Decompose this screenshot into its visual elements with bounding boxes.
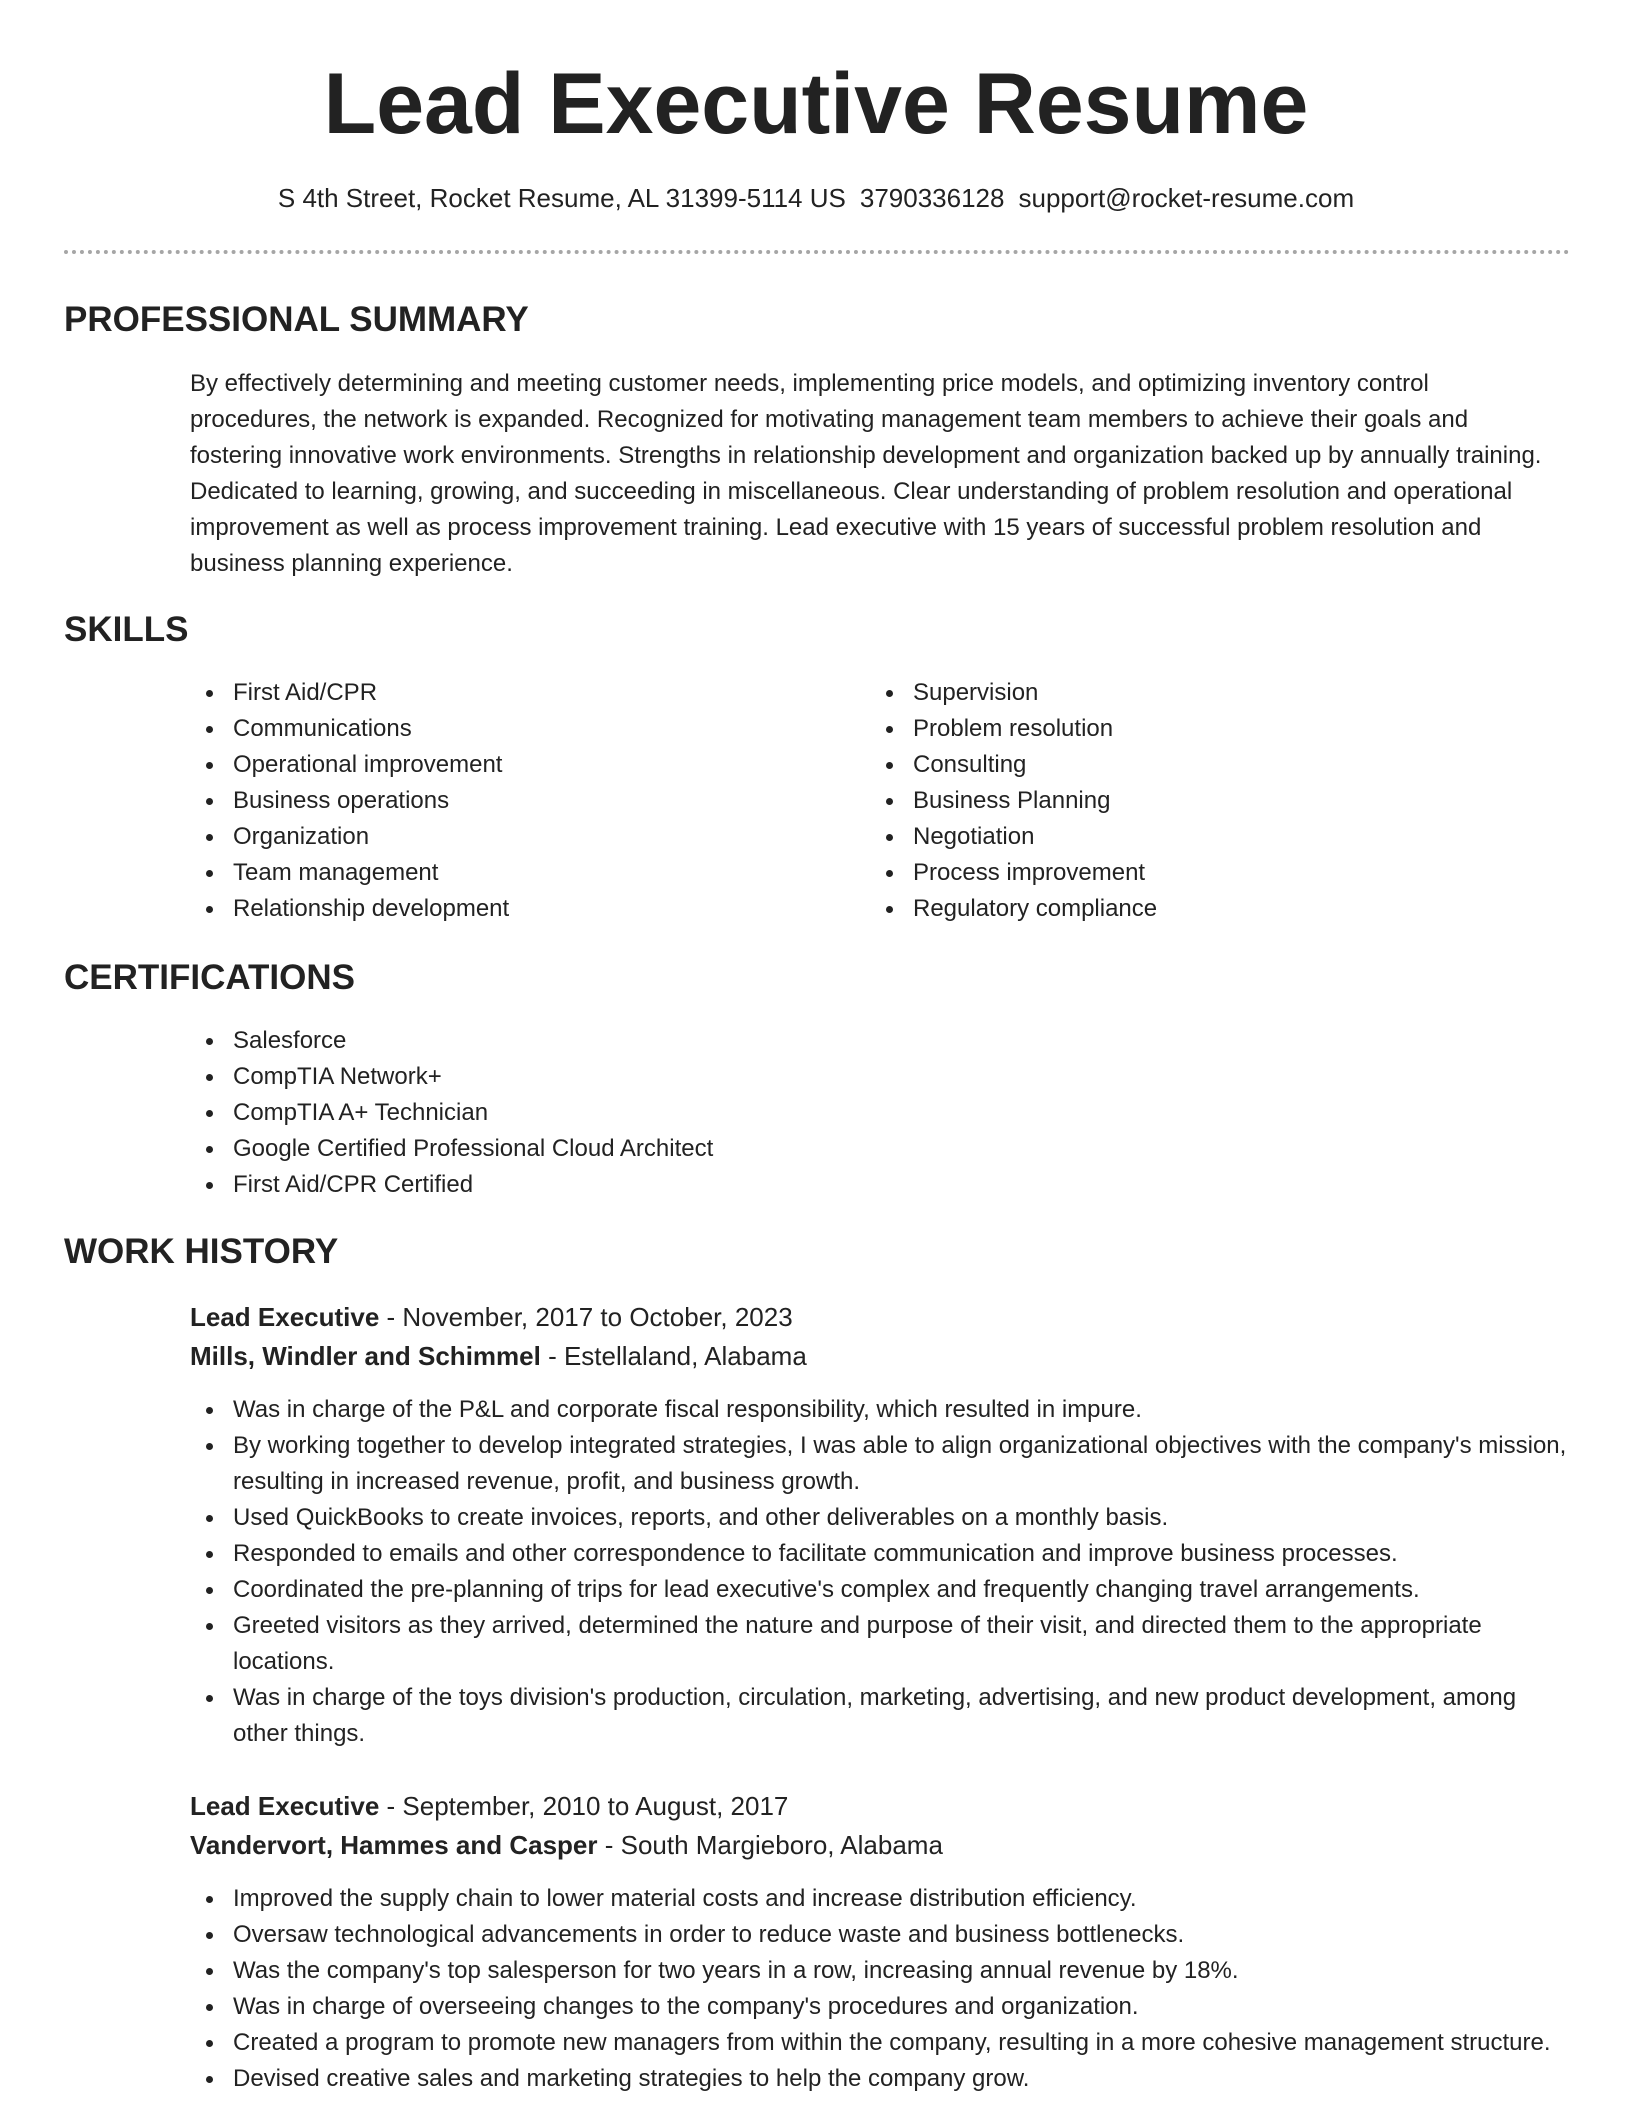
- job-title: Lead Executive: [190, 1302, 380, 1332]
- skills-heading: SKILLS: [64, 610, 189, 649]
- skill-item: Problem resolution: [870, 711, 1510, 747]
- job-location: - South Margieboro, Alabama: [597, 1830, 943, 1860]
- job-bullet: Was in charge of the P&L and corporate fiscal responsibility, which resulted in impure.: [190, 1392, 1570, 1428]
- contact-line: [0, 180, 1632, 216]
- job-2-bullets: [190, 1881, 1570, 2097]
- skill-item: Process improvement: [870, 855, 1510, 891]
- job-1-company-line: [190, 1337, 807, 1375]
- skills-list-right: [870, 675, 1510, 927]
- skills-list-left: [190, 675, 830, 927]
- skill-item: Business operations: [190, 783, 830, 819]
- job-dates: - September, 2010 to August, 2017: [379, 1791, 789, 1821]
- job-2-title-line: [190, 1787, 788, 1825]
- summary-text: By effectively determining and meeting customer needs, implementing price models, and optimizing inventory control procedures, the network is expanded. Recognized for motivating management team members to achieve their goals and fostering innovative work environments. Strengths in relationship development and organization backed up by annually training. Dedicated to learning, growing, and succeeding in miscellaneous. Clear understanding of problem resolution and operational improvement as well as process improvement training. Lead executive with 15 years of successful problem resolution and business planning experience.: [190, 370, 1542, 577]
- contact-email: support@rocket-resume.com: [1018, 183, 1355, 213]
- certification-item: CompTIA A+ Technician: [190, 1095, 1550, 1131]
- resume-title: Lead Executive Resume: [323, 56, 1309, 152]
- skill-item: Relationship development: [190, 891, 830, 927]
- job-1-title-line: [190, 1298, 793, 1336]
- skill-item: First Aid/CPR: [190, 675, 830, 711]
- job-bullet: By working together to develop integrated strategies, I was able to align organizational objectives with the company's mission, resulting in increased revenue, profit, and business growth.: [190, 1428, 1570, 1500]
- skill-item: Communications: [190, 711, 830, 747]
- skill-item: Business Planning: [870, 783, 1510, 819]
- skill-item: Organization: [190, 819, 830, 855]
- job-bullet: Created a program to promote new managers from within the company, resulting in a more cohesive management structure.: [190, 2025, 1570, 2061]
- contact-address: S 4th Street, Rocket Resume, AL 31399-5114 US: [277, 183, 846, 213]
- certifications-heading: CERTIFICATIONS: [64, 958, 356, 997]
- summary-heading: PROFESSIONAL SUMMARY: [64, 300, 529, 339]
- skill-item: Supervision: [870, 675, 1510, 711]
- skill-item: Regulatory compliance: [870, 891, 1510, 927]
- job-bullet: Improved the supply chain to lower material costs and increase distribution efficiency.: [190, 1881, 1570, 1917]
- skill-item: Negotiation: [870, 819, 1510, 855]
- job-bullet: Devised creative sales and marketing strategies to help the company grow.: [190, 2061, 1570, 2097]
- job-bullet: Coordinated the pre-planning of trips for lead executive's complex and frequently changing travel arrangements.: [190, 1572, 1570, 1608]
- skill-item: Team management: [190, 855, 830, 891]
- header-divider: [64, 250, 1570, 254]
- contact-phone: 3790336128: [859, 183, 1005, 213]
- job-bullet: Was in charge of the toys division's production, circulation, marketing, advertising, and new product development, among other things.: [190, 1680, 1570, 1752]
- certification-item: Google Certified Professional Cloud Architect: [190, 1131, 1550, 1167]
- job-bullet: Oversaw technological advancements in order to reduce waste and business bottlenecks.: [190, 1917, 1570, 1953]
- job-2-company-line: [190, 1826, 943, 1864]
- job-1-bullets: [190, 1392, 1570, 1752]
- job-bullet: Responded to emails and other correspondence to facilitate communication and improve business processes.: [190, 1536, 1570, 1572]
- job-location: - Estellaland, Alabama: [540, 1341, 807, 1371]
- job-company: Mills, Windler and Schimmel: [190, 1341, 541, 1371]
- job-company: Vandervort, Hammes and Casper: [190, 1830, 598, 1860]
- job-bullet: Was the company's top salesperson for two years in a row, increasing annual revenue by 18%.: [190, 1953, 1570, 1989]
- job-bullet: Greeted visitors as they arrived, determined the nature and purpose of their visit, and directed them to the appropriate locations.: [190, 1608, 1570, 1680]
- job-dates: - November, 2017 to October, 2023: [379, 1302, 793, 1332]
- work-history-heading: WORK HISTORY: [64, 1232, 339, 1271]
- job-title: Lead Executive: [190, 1791, 380, 1821]
- certification-item: First Aid/CPR Certified: [190, 1167, 1550, 1203]
- certification-item: CompTIA Network+: [190, 1059, 1550, 1095]
- skill-item: Operational improvement: [190, 747, 830, 783]
- job-bullet: Used QuickBooks to create invoices, reports, and other deliverables on a monthly basis.: [190, 1500, 1570, 1536]
- job-bullet: Was in charge of overseeing changes to the company's procedures and organization.: [190, 1989, 1570, 2025]
- skill-item: Consulting: [870, 747, 1510, 783]
- certification-item: Salesforce: [190, 1023, 1550, 1059]
- certifications-list: [190, 1023, 1550, 1203]
